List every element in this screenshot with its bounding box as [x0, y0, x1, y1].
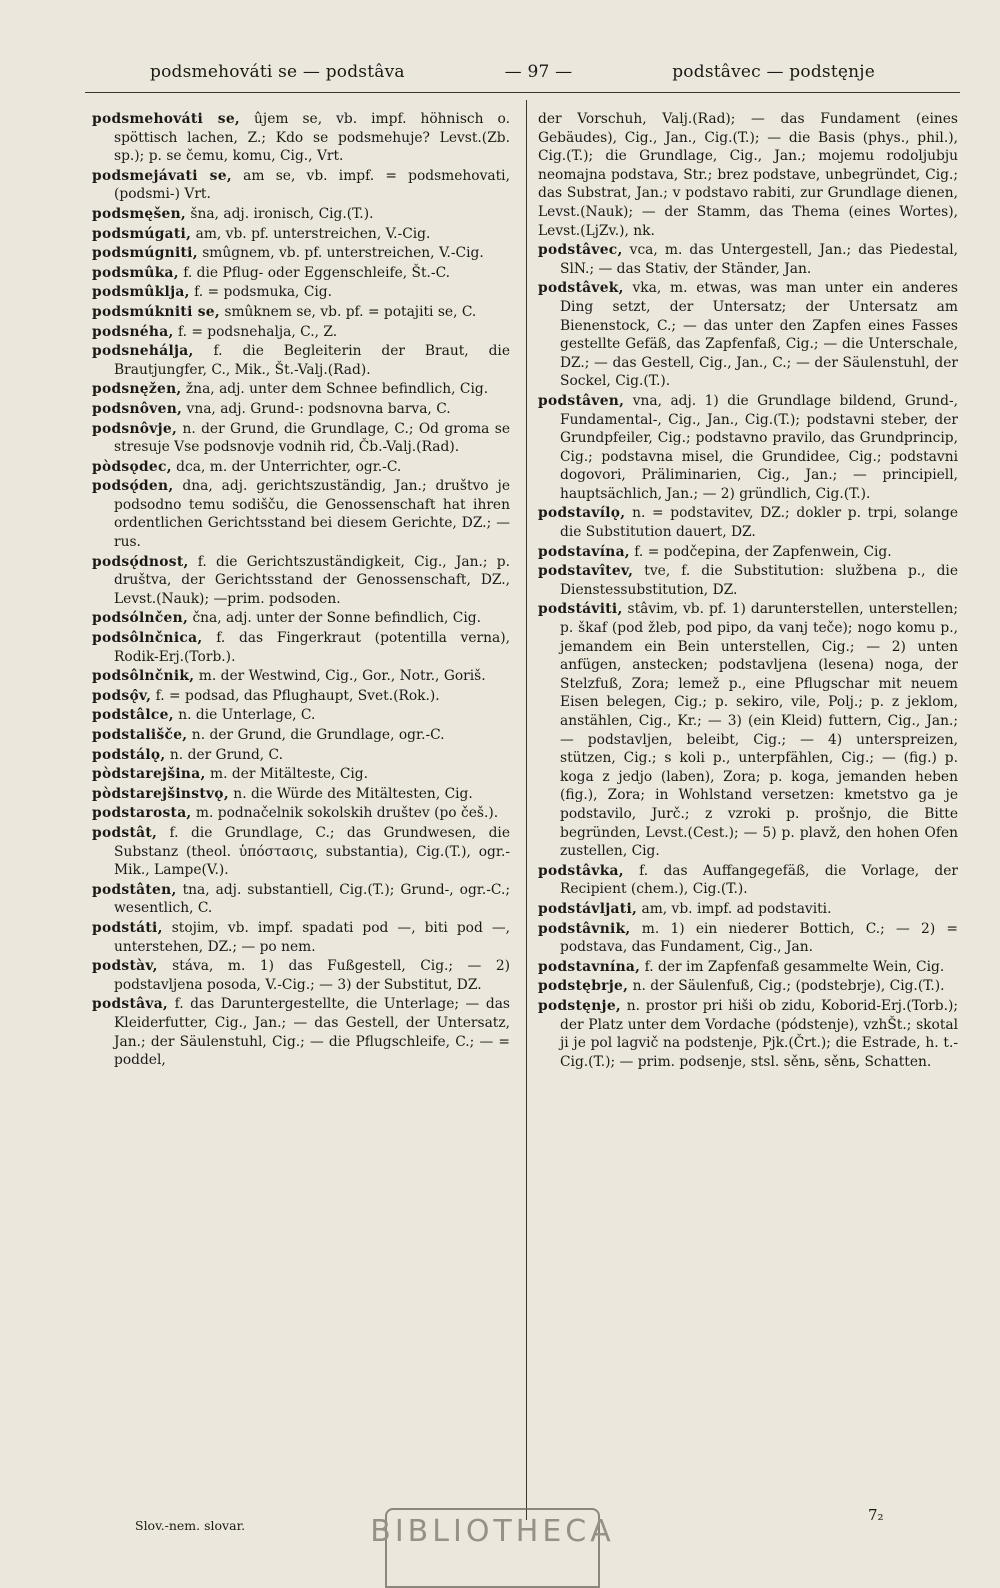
dictionary-entry	[92, 629, 510, 666]
entry-definition: vna, adj. Grund-: podsnovna barva, C.	[182, 400, 451, 417]
dictionary-entry	[538, 562, 958, 599]
dictionary-entry	[92, 726, 510, 745]
entry-headword: podsmúgniti,	[92, 245, 198, 262]
entry-headword: podstališče,	[92, 727, 188, 743]
entry-headword: podstàv,	[92, 958, 158, 975]
dictionary-entry	[92, 995, 510, 1069]
dictionary-entry	[92, 477, 510, 551]
entry-definition: ûjem se, vb. impf. höhnisch o. spöttisch lachen, Z.; Kdo se podsmehuje? Levst.(Zb. sp.); p. se čemu, komu, Cig., Vrt.	[114, 111, 510, 165]
dictionary-entry	[92, 553, 510, 609]
entry-definition: čna, adj. unter der Sonne befindlich, Cig.	[188, 610, 481, 627]
entry-definition: m. der Westwind, Cig., Gor., Notr., Goriš.	[194, 668, 486, 685]
entry-definition: n. der Grund, C.	[165, 746, 283, 763]
entry-headword: podsmęšen,	[92, 205, 187, 222]
entry-headword: podsnehálja,	[92, 343, 194, 360]
entry-definition: f. das Fingerkraut (potentilla verna), Rodik-Erj.(Torb.).	[114, 630, 510, 665]
entry-headword: podsnôven,	[92, 400, 183, 417]
entry-definition: vca, m. das Untergestell, Jan.; das Piedestal, SlN.; — das Stativ, der Ständer, Jan.	[560, 242, 958, 277]
entry-headword: podsmúgati,	[92, 225, 192, 242]
entry-headword: podsnéha,	[92, 323, 174, 340]
dictionary-entry	[92, 303, 510, 322]
dictionary-entry	[92, 283, 510, 302]
running-head-left: podsmehováti se — podstâva	[150, 62, 405, 82]
dictionary-entry	[92, 205, 510, 224]
entry-headword: podsmûklja,	[92, 284, 190, 301]
entry-headword: podsǫ́den,	[92, 478, 174, 495]
entry-headword: podstáti,	[92, 919, 163, 936]
dictionary-entry	[92, 765, 510, 784]
dictionary-entry	[538, 958, 958, 977]
entry-headword: podsǫ̂v,	[92, 687, 152, 704]
right-column	[538, 110, 958, 1525]
entry-definition: f. die Grundlage, C.; das Grundwesen, die Substanz (theol. ὑπόστασις, substantia), Cig.(T.), ogr.-Mik., Lampe(V.).	[114, 824, 510, 879]
entry-definition: f. die Pflug- oder Eggenschleife, Št.-C.	[178, 264, 451, 281]
entry-headword: podsôlnčnica,	[92, 630, 203, 647]
entry-headword: podstâvnik,	[538, 920, 631, 937]
dictionary-entry	[92, 110, 510, 166]
entry-definition: n. prostor pri hiši ob zidu, Koborid-Erj.(Torb.); der Platz unter dem Vordache (pódstenje), vzhŠt.; skotal ji je pol lagvič na podstenje, Pjk.(Črt.); die Estrade, h. t.-Cig.(T.); — prim. podsenje, stsl. sěnь, sěnь, Schatten.	[560, 997, 958, 1070]
entry-definition: f. = podsad, das Pflughaupt, Svet.(Rok.).	[151, 687, 440, 704]
dictionary-entry	[538, 900, 958, 919]
dictionary-entry	[92, 706, 510, 725]
entry-definition: stáva, m. 1) das Fußgestell, Cig.; — 2) podstavljena posoda, V.-Cig.; — 3) der Substitut, DZ.	[114, 958, 510, 993]
entry-definition: n. = podstavitev, DZ.; dokler p. trpi, solange die Substitution dauert, DZ.	[560, 505, 958, 541]
entry-definition: f. die Begleiterin der Braut, die Brautjungfer, C., Mik., Št.-Valj.(Rad).	[114, 343, 510, 378]
dictionary-entry	[92, 458, 510, 477]
dictionary-entry	[92, 824, 510, 880]
entry-definition: žna, adj. unter dem Schnee befindlich, Cig.	[181, 381, 489, 398]
entry-definition: tna, adj. substantiell, Cig.(T.); Grund-, ogr.-C.; wesentlich, C.	[114, 881, 510, 917]
dictionary-entry	[538, 110, 958, 240]
entry-definition: tve, f. die Substitution: službena p., die Dienstessubstitution, DZ.	[560, 563, 958, 598]
dictionary-entry	[92, 804, 510, 823]
entry-definition: f. das Auffangegefäß, die Vorlage, der Recipient (chem.), Cig.(T.).	[560, 862, 958, 898]
entry-definition: m. der Mitälteste, Cig.	[205, 766, 369, 783]
entry-headword: podstęnje,	[538, 997, 622, 1014]
entry-headword: podstavnína,	[538, 958, 641, 975]
entry-definition: šna, adj. ironisch, Cig.(T.).	[186, 205, 374, 222]
dictionary-entry	[92, 244, 510, 263]
entry-headword: podstâlce,	[92, 707, 174, 724]
running-head-right: podstâvec — podstęnje	[672, 62, 875, 82]
entry-headword: podstâvek,	[538, 280, 624, 297]
entry-headword: podstębrje,	[538, 978, 629, 995]
entry-definition: dna, adj. gerichtszuständig, Jan.; društvo je podsodno temu sodišču, die Genossenschaft hat ihren ordentlichen Gerichtsstand bei diesem Gerichte, DZ.; — rus.	[114, 478, 510, 551]
dictionary-entry	[538, 977, 958, 996]
dictionary-entry	[538, 279, 958, 391]
entry-headword: podstavîtev,	[538, 563, 634, 580]
dictionary-entry	[92, 225, 510, 244]
entry-definition: smûgnem, vb. pf. unterstreichen, V.-Cig.	[197, 245, 484, 262]
entry-headword: podsôlnčnik,	[92, 668, 195, 685]
entry-definition: f. die Gerichtszuständigkeit, Cig., Jan.; p. društva, der Gerichtsstand der Genossenschaft, DZ., Levst.(Nauk); —prim. podsoden.	[114, 553, 510, 607]
dictionary-entry	[92, 264, 510, 283]
entry-headword: podsólnčen,	[92, 610, 189, 627]
dictionary-entry	[92, 881, 510, 918]
page-number: — 97 —	[504, 62, 573, 82]
entry-definition: vka, m. etwas, was man unter ein anderes Ding setzt, der Untersatz; der Untersatz am Bienenstock, C.; — das unter den Zapfen eines Fasses gestellte Gefäß, das Zapfenfaß, Cig.; — die Unterschale, DZ.; — das Gestell, Cig., Jan., C.; — der Säulenstuhl, der Sockel, Cig.(T.).	[560, 280, 958, 390]
entry-headword: pòdsǫdec,	[92, 458, 172, 475]
entry-definition: smûknem se, vb. pf. = potajiti se, C.	[220, 303, 477, 320]
dictionary-entry	[92, 919, 510, 956]
footer-title: Slov.-nem. slovar.	[135, 1518, 246, 1533]
entry-headword: podsǫ́dnost,	[92, 553, 189, 570]
entry-headword: podstâten,	[92, 881, 177, 898]
entry-headword: podsnôvje,	[92, 420, 178, 437]
entry-definition: dca, m. der Unterrichter, ogr.-C.	[171, 458, 402, 475]
entry-definition: n. der Grund, die Grundlage, C.; Od groma se stresuje Vse podsnovje vodnih rid, Čb.-Valj.(Rad).	[114, 420, 510, 456]
entry-headword: podstâvka,	[538, 862, 624, 879]
entry-headword: podstâva,	[92, 996, 169, 1013]
dictionary-entry	[92, 380, 510, 399]
dictionary-entry	[538, 862, 958, 899]
entry-headword: podstâvec,	[538, 242, 623, 259]
dictionary-entry	[92, 342, 510, 379]
entry-definition: am se, vb. impf. = podsmehovati, (podsmi-) Vrt.	[114, 167, 510, 203]
entry-definition: m. podnačelnik sokolskih društev (po češ.).	[191, 805, 499, 822]
entry-headword: podstálǫ,	[92, 746, 166, 763]
entry-definition: stojim, vb. impf. spadati pod —, biti pod —, unterstehen, DZ.; — po nem.	[114, 919, 510, 955]
dictionary-entry	[538, 504, 958, 541]
dictionary-entry	[92, 785, 510, 804]
entry-headword: podstavína,	[538, 543, 630, 560]
entry-headword: pòdstarejšinstvǫ,	[92, 785, 229, 802]
entry-headword: podsmúkniti se,	[92, 303, 220, 320]
dictionary-entry	[92, 400, 510, 419]
signature-mark: 7₂	[868, 1506, 884, 1524]
entry-definition: am, vb. impf. ad podstaviti.	[637, 900, 832, 917]
entry-headword: pòdstarejšina,	[92, 766, 206, 783]
entry-headword: podsmehováti se,	[92, 111, 241, 127]
entry-headword: podsmûka,	[92, 264, 179, 281]
entry-definition: stâvim, vb. pf. 1) darunterstellen, unterstellen; p. škaf (pod žleb, pod pipo, da vanj teče); nogo komu p., jemandem ein Bein unterstellen, Cig.; — 2) unten anfügen, anstecken; podstavljena (lesena) noga, der Stelzfuß, Zora; lemež p., eine Pflugschar mit neuem Eisen belegen, Cig.; p. sekiro, vile, Polj.; p. z jeklom, anstählen, Cig., Kr.; — 3) (ein Kleid) futtern, Cig., Jan.; — podstavljen, beleibt, Cig.; — 4) unterspreizen, stützen, Cig.; s koli p., unterpfählen, Cig.; — (fig.) p. koga z jedjo (laben), Zora; p. koga, jemanden heben (fig.), Zora; in Wohlstand versetzen: kmetstvo ga je podstavilo, Jurč.; z vzroki p. prošnjo, die Bitte begründen, Levst.(Cest.); — 5) p. plavž, den hohen Ofen zustellen, Cig.	[560, 601, 958, 860]
entry-headword: podstavílǫ,	[538, 505, 626, 522]
left-column	[92, 110, 510, 1525]
dictionary-entry	[92, 323, 510, 342]
entry-definition: f. der im Zapfenfaß gesammelte Wein, Cig.	[640, 958, 945, 975]
entry-definition: f. das Daruntergestellte, die Unterlage; — das Kleiderfutter, Cig., Jan.; — das Gestell, der Untersatz, Jan.; der Säulenstuhl, Cig.; — die Pflugschleife, C.; — = poddel,	[114, 996, 510, 1069]
entry-definition: der Vorschuh, Valj.(Rad); — das Fundament (eines Gebäudes), Cig., Jan., Cig.(T.); — die Basis (phys., phil.), Cig.(T.); die Grundlage, Cig., Jan.; mojemu rodoljubju neomajna podstava, Str.; brez podstave, unbegründet, Cig.; das Substrat, Jan.; v podstavo rabiti, zur Grundlage dienen, Levst.(Nauk); — der Stamm, das Thema (eines Wortes), Levst.(LjZv.), nk.	[538, 111, 958, 239]
entry-definition: n. der Säulenfuß, Cig.; (podstebrje), Cig.(T.).	[628, 978, 945, 995]
dictionary-entry	[538, 997, 958, 1071]
entry-headword: podstáviti,	[538, 601, 623, 618]
dictionary-entry	[92, 687, 510, 706]
dictionary-entry	[538, 543, 958, 562]
dictionary-entry	[92, 609, 510, 628]
entry-headword: podsmejávati se,	[92, 167, 232, 184]
dictionary-entry	[92, 167, 510, 204]
entry-headword: podstarosta,	[92, 805, 192, 822]
entry-definition: m. 1) ein niederer Bottich, C.; — 2) = podstava, das Fundament, Cig., Jan.	[560, 920, 958, 956]
entry-definition: f. = podsnehalja, C., Z.	[173, 323, 338, 340]
dictionary-entry	[538, 920, 958, 957]
entry-headword: podstâven,	[538, 392, 625, 409]
dictionary-entry	[92, 667, 510, 686]
entry-definition: f. = podsmuka, Cig.	[189, 284, 333, 301]
entry-headword: podstávljati,	[538, 900, 638, 917]
entry-definition: am, vb. pf. unterstreichen, V.-Cig.	[191, 225, 431, 242]
entry-definition: n. die Würde des Mitältesten, Cig.	[228, 785, 473, 802]
entry-headword: podstât,	[92, 824, 158, 841]
dictionary-entry	[538, 392, 958, 504]
dictionary-entry	[538, 241, 958, 278]
entry-definition: f. = podčepina, der Zapfenwein, Cig.	[629, 543, 892, 560]
dictionary-entry	[538, 600, 958, 860]
dictionary-entry	[92, 957, 510, 994]
column-divider	[526, 100, 527, 1520]
running-head	[150, 62, 875, 82]
entry-definition: n. der Grund, die Grundlage, ogr.-C.	[187, 727, 445, 743]
header-rule	[85, 92, 960, 93]
entry-definition: n. die Unterlage, C.	[173, 707, 316, 724]
entry-definition: vna, adj. 1) die Grundlage bildend, Grund-, Fundamental-, Cig., Jan., Cig.(T.); podstavni steber, der Grundpfeiler, Cig.; podstavno pravilo, das Grundprincip, Cig.; podstavna misel, die Grundidee, Cig.; podstavni dogovori, Präliminarien, Cig., Jan.; — principiell, hauptsächlich, Jan.; — 2) gründlich, Cig.(T.).	[560, 392, 958, 502]
dictionary-entry	[92, 746, 510, 765]
entry-headword: podsnęžen,	[92, 381, 182, 398]
library-stamp: BIBLIOTHECA	[385, 1508, 600, 1588]
dictionary-entry	[92, 420, 510, 457]
